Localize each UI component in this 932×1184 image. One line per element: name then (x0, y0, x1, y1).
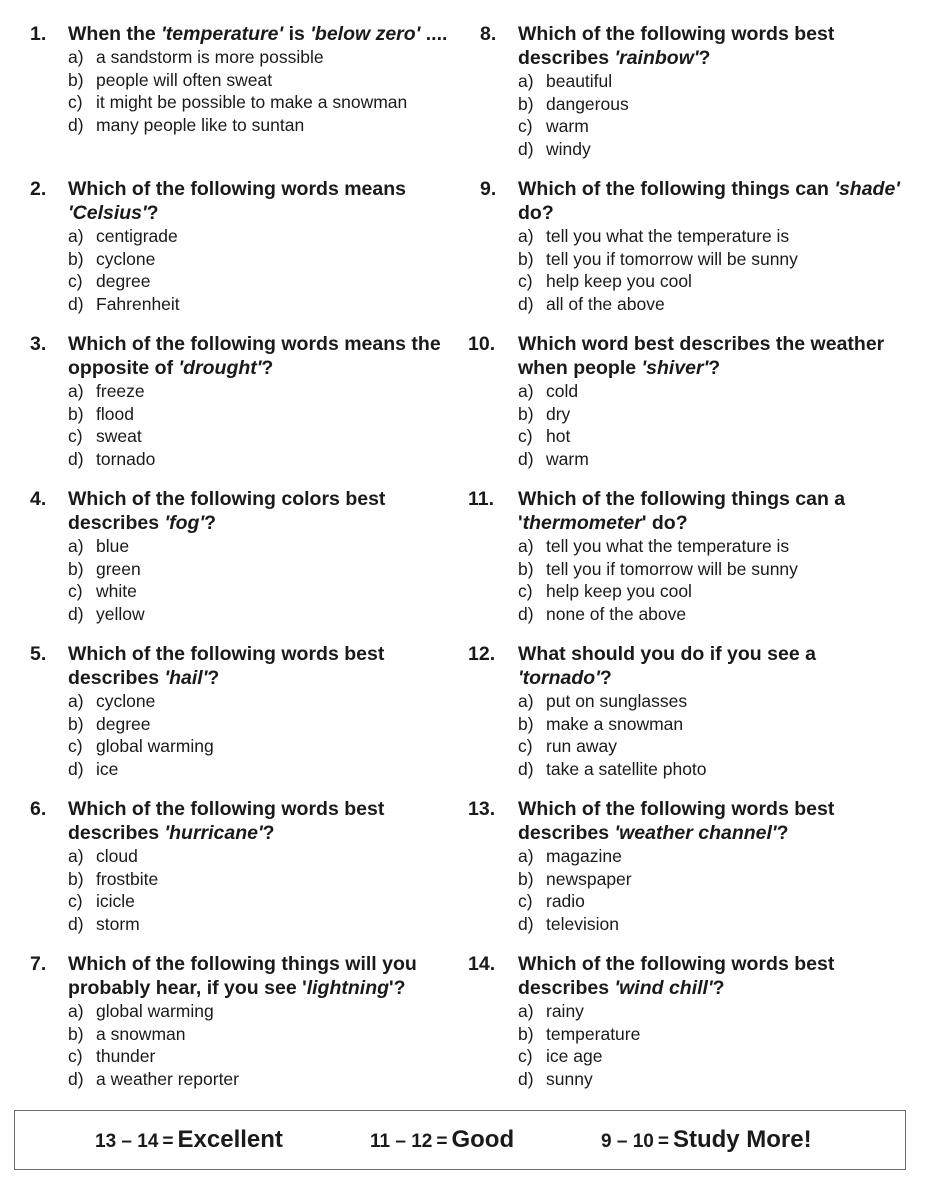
option-letter: a) (68, 47, 84, 67)
option-text: it might be possible to make a snowman (96, 92, 408, 112)
question-prompt (30, 952, 460, 1000)
option-letter: c) (518, 116, 533, 136)
score-range: 11 – 12 (370, 1131, 433, 1152)
option-text: people will often sweat (96, 69, 273, 90)
answer-option (518, 1045, 908, 1068)
answer-options (468, 225, 908, 315)
answer-option (68, 403, 460, 426)
answer-options (30, 1000, 460, 1090)
option-letter: c) (518, 581, 533, 601)
scoring-box (14, 1110, 906, 1170)
option-text: run away (546, 736, 618, 756)
question-text-part: ? (708, 357, 721, 379)
question-text (68, 643, 384, 689)
answer-option (68, 535, 460, 558)
answer-option (518, 380, 908, 403)
option-letter: d) (68, 448, 84, 469)
option-letter: c) (68, 1046, 83, 1066)
option-text: a sandstorm is more possible (96, 47, 324, 67)
answer-option (68, 91, 460, 114)
question-keyword: 'hurricane' (164, 822, 263, 844)
question-text-part: ? (776, 822, 789, 844)
answer-option (68, 558, 460, 581)
answer-options (468, 1000, 908, 1090)
question-number: 6. (30, 798, 47, 820)
question-prompt (468, 642, 908, 690)
answer-option (518, 868, 908, 891)
answer-option (518, 293, 908, 316)
answer-options (468, 535, 908, 625)
question-text-part: Which word best describes the weather when people (518, 333, 885, 379)
question-number: 10. (468, 333, 496, 355)
answer-option (68, 225, 460, 248)
question-text (518, 333, 884, 379)
option-letter: d) (518, 448, 534, 469)
answer-option (68, 1023, 460, 1046)
answer-options (468, 690, 908, 780)
question-keyword: 'shiver' (641, 357, 709, 379)
answer-options (30, 225, 460, 315)
option-letter: d) (518, 1068, 534, 1089)
option-text: global warming (96, 1001, 214, 1021)
answer-option (68, 845, 460, 868)
question-number: 2. (30, 178, 47, 200)
question-9 (468, 177, 908, 315)
question-keyword: 'drought' (178, 357, 262, 379)
option-text: frostbite (96, 868, 159, 889)
option-letter: c) (518, 271, 533, 291)
answer-option (68, 380, 460, 403)
option-text: rainy (546, 1001, 584, 1021)
question-keyword: 'below zero' (310, 23, 421, 45)
question-text-part: is (283, 23, 311, 45)
answer-option (518, 115, 908, 138)
option-text: icicle (96, 891, 135, 911)
option-letter: a) (518, 1001, 534, 1021)
answer-option (68, 293, 460, 316)
option-text: dry (546, 403, 571, 424)
option-text: many people like to suntan (96, 114, 305, 135)
question-number: 11. (468, 488, 495, 510)
option-letter: a) (68, 1001, 84, 1021)
question-keyword: 'rainbow' (614, 47, 699, 69)
question-13 (468, 797, 908, 935)
option-text: beautiful (546, 71, 613, 91)
option-letter: b) (518, 93, 534, 114)
question-keyword: 'tornado' (518, 667, 600, 689)
option-text: white (96, 581, 137, 601)
question-keyword: 'weather channel' (614, 822, 777, 844)
option-text: global warming (96, 736, 214, 756)
answer-option (68, 603, 460, 626)
option-text: tell you what the temperature is (546, 226, 790, 246)
question-text-part: When the (68, 23, 162, 45)
question-text-part: ? (207, 667, 220, 689)
answer-option (68, 735, 460, 758)
option-text: sunny (546, 1068, 593, 1089)
answer-option (518, 603, 908, 626)
option-text: radio (546, 891, 585, 911)
option-letter: a) (68, 691, 84, 711)
question-prompt (30, 332, 460, 380)
option-text: magazine (546, 846, 622, 866)
option-text: cyclone (96, 248, 156, 269)
option-text: hot (546, 426, 571, 446)
answer-options (30, 46, 460, 136)
question-keyword: 'shade' (834, 178, 900, 200)
question-text-part: ? (599, 667, 612, 689)
option-letter: d) (68, 913, 84, 934)
question-text (518, 178, 900, 224)
answer-option (518, 425, 908, 448)
answer-option (68, 448, 460, 471)
option-letter: c) (518, 891, 533, 911)
question-text-part: Which of the following words means the opposite of (68, 333, 441, 379)
option-letter: b) (518, 403, 534, 424)
option-text: warm (546, 448, 589, 469)
option-letter: c) (68, 736, 83, 756)
question-prompt (468, 177, 908, 225)
option-letter: b) (68, 1023, 84, 1044)
option-letter: c) (68, 271, 83, 291)
answer-option (68, 868, 460, 891)
option-letter: b) (68, 713, 84, 734)
option-text: green (96, 558, 141, 579)
score-excellent (95, 1126, 283, 1154)
answer-option (68, 425, 460, 448)
question-keyword: 'Celsius' (68, 202, 147, 224)
question-text (68, 953, 417, 999)
answer-option (68, 1068, 460, 1091)
option-letter: c) (68, 92, 83, 112)
question-text-part: Which of the following words best describes (518, 798, 835, 844)
question-prompt (30, 642, 460, 690)
option-text: help keep you cool (546, 581, 692, 601)
question-keyword: thermometer (522, 512, 642, 534)
question-text (518, 953, 834, 999)
question-8 (468, 22, 908, 160)
question-text (68, 798, 384, 844)
answer-option (68, 913, 460, 936)
option-text: none of the above (546, 603, 687, 624)
question-text-part: Which of the following things can (518, 178, 835, 200)
option-text: tornado (96, 448, 156, 469)
option-letter: d) (518, 138, 534, 159)
option-letter: b) (68, 868, 84, 889)
answer-option (518, 248, 908, 271)
option-letter: d) (68, 293, 84, 314)
option-text: centigrade (96, 226, 178, 246)
option-text: yellow (96, 603, 145, 624)
option-text: make a snowman (546, 713, 684, 734)
question-number: 14. (468, 953, 496, 975)
question-keyword: 'hail' (164, 667, 208, 689)
option-letter: d) (68, 1068, 84, 1089)
question-prompt (30, 22, 460, 46)
question-number: 5. (30, 643, 47, 665)
option-text: television (546, 913, 619, 934)
question-text-part: What should you do if you see a (518, 643, 816, 665)
question-14 (468, 952, 908, 1090)
question-text-part: Which of the following colors best describes (68, 488, 386, 534)
question-text (68, 178, 406, 224)
answer-option (518, 225, 908, 248)
option-letter: b) (68, 69, 84, 90)
option-letter: b) (68, 403, 84, 424)
score-equals: = (657, 1131, 669, 1152)
option-text: cloud (96, 846, 138, 866)
question-10 (468, 332, 908, 470)
answer-option (518, 535, 908, 558)
question-prompt (30, 797, 460, 845)
answer-option (68, 580, 460, 603)
answer-option (68, 1045, 460, 1068)
answer-option (68, 248, 460, 271)
answer-options (468, 845, 908, 935)
question-text-part: do? (518, 202, 554, 224)
question-number: 8. (480, 23, 497, 45)
option-text: a weather reporter (96, 1068, 239, 1089)
option-letter: b) (518, 868, 534, 889)
answer-option (518, 270, 908, 293)
option-letter: c) (518, 1046, 533, 1066)
answer-option (68, 270, 460, 293)
answer-option (518, 93, 908, 116)
answer-option (68, 69, 460, 92)
answer-option (68, 890, 460, 913)
option-letter: d) (518, 603, 534, 624)
question-text (68, 23, 447, 45)
question-7 (30, 952, 460, 1090)
answer-option (518, 558, 908, 581)
answer-option (518, 758, 908, 781)
option-letter: a) (518, 71, 534, 91)
question-2 (30, 177, 460, 315)
option-letter: d) (518, 913, 534, 934)
option-letter: d) (68, 758, 84, 779)
answer-options (30, 845, 460, 935)
option-letter: b) (518, 1023, 534, 1044)
option-letter: a) (518, 536, 534, 556)
question-text (518, 488, 845, 534)
answer-option (518, 913, 908, 936)
answer-option (518, 138, 908, 161)
score-range: 13 – 14 (95, 1131, 159, 1152)
answer-option (68, 1000, 460, 1023)
answer-options (30, 535, 460, 625)
answer-options (30, 380, 460, 470)
question-prompt (468, 332, 908, 380)
question-number: 9. (480, 178, 497, 200)
answer-option (518, 403, 908, 426)
question-text-part: Which of the following things can a ' (518, 488, 846, 534)
question-text-part: .... (420, 23, 448, 45)
option-text: ice (96, 758, 119, 779)
option-letter: c) (518, 426, 533, 446)
score-good (370, 1126, 514, 1154)
option-letter: c) (68, 581, 83, 601)
option-text: temperature (546, 1023, 641, 1044)
question-3 (30, 332, 460, 470)
option-text: dangerous (546, 93, 629, 114)
answer-option (68, 713, 460, 736)
question-number: 13. (468, 798, 496, 820)
score-range: 9 – 10 (601, 1131, 654, 1152)
option-text: tell you what the temperature is (546, 536, 790, 556)
option-letter: c) (68, 891, 83, 911)
answer-option (518, 580, 908, 603)
option-letter: c) (518, 736, 533, 756)
option-letter: d) (68, 114, 84, 135)
option-letter: b) (518, 248, 534, 269)
score-study-more (601, 1126, 812, 1154)
question-number: 7. (30, 953, 47, 975)
option-letter: a) (68, 846, 84, 866)
answer-option (68, 114, 460, 137)
question-text-part: '? (389, 977, 406, 999)
option-text: take a satellite photo (546, 758, 707, 779)
option-text: a snowman (96, 1023, 186, 1044)
question-prompt (468, 487, 908, 535)
question-text-part: ? (261, 357, 274, 379)
answer-option (518, 713, 908, 736)
question-text-part: Which of the following things will you probably hear, if you see ' (68, 953, 417, 999)
question-text-part: ? (698, 47, 711, 69)
score-label: Study More! (672, 1126, 812, 1153)
answer-options (30, 690, 460, 780)
option-text: Fahrenheit (96, 293, 180, 314)
option-text: cold (546, 381, 579, 401)
answer-option (518, 690, 908, 713)
question-1 (30, 22, 460, 136)
score-equals: = (436, 1131, 448, 1152)
question-keyword: lightning (306, 977, 390, 999)
option-text: blue (96, 536, 130, 556)
question-text-part: ? (204, 512, 216, 534)
question-text-part: ? (262, 822, 275, 844)
question-prompt (30, 177, 460, 225)
question-11 (468, 487, 908, 625)
question-number: 4. (30, 488, 47, 510)
answer-option (68, 758, 460, 781)
option-text: degree (96, 271, 151, 291)
question-prompt (30, 487, 460, 535)
answer-option (68, 690, 460, 713)
question-keyword: 'temperature' (161, 23, 284, 45)
question-12 (468, 642, 908, 780)
option-text: warm (546, 116, 589, 136)
question-text (68, 488, 385, 534)
option-text: help keep you cool (546, 271, 692, 291)
question-prompt (468, 797, 908, 845)
question-text (518, 23, 834, 69)
option-text: flood (96, 403, 134, 424)
option-text: sweat (96, 426, 142, 446)
option-letter: a) (68, 536, 84, 556)
answer-options (468, 70, 908, 160)
answer-option (518, 448, 908, 471)
question-number: 3. (30, 333, 47, 355)
option-text: newspaper (546, 868, 632, 889)
question-text-part: ? (146, 202, 159, 224)
question-text-part: Which of the following words best describes (68, 798, 385, 844)
question-text (518, 798, 834, 844)
score-equals: = (162, 1131, 174, 1152)
answer-option (518, 845, 908, 868)
option-letter: a) (68, 381, 84, 401)
option-text: tell you if tomorrow will be sunny (546, 558, 798, 579)
question-prompt (468, 22, 908, 70)
question-text (68, 333, 441, 379)
question-prompt (468, 952, 908, 1000)
option-letter: d) (518, 758, 534, 779)
score-label: Good (451, 1126, 515, 1153)
option-text: put on sunglasses (546, 691, 688, 711)
score-label: Excellent (177, 1126, 283, 1153)
question-5 (30, 642, 460, 780)
option-letter: a) (518, 226, 534, 246)
answer-options (468, 380, 908, 470)
option-letter: d) (68, 603, 84, 624)
question-keyword: 'wind chill' (614, 977, 713, 999)
option-letter: d) (518, 293, 534, 314)
question-text-part: ' do? (641, 512, 688, 534)
option-letter: b) (68, 558, 84, 579)
option-text: all of the above (546, 293, 665, 314)
answer-option (518, 890, 908, 913)
option-letter: b) (518, 558, 534, 579)
option-letter: a) (518, 381, 534, 401)
answer-option (68, 46, 460, 69)
option-letter: c) (68, 426, 83, 446)
option-text: cyclone (96, 691, 156, 711)
question-text-part: Which of the following words best describes (518, 23, 835, 69)
question-number: 1. (30, 23, 47, 45)
answer-option (518, 70, 908, 93)
question-number: 12. (468, 643, 496, 665)
answer-option (518, 735, 908, 758)
question-text-part: Which of the following words best describes (518, 953, 835, 999)
answer-option (518, 1023, 908, 1046)
question-text-part: Which of the following words means (68, 178, 407, 200)
option-letter: a) (518, 846, 534, 866)
question-keyword: 'fog' (164, 512, 205, 534)
question-6 (30, 797, 460, 935)
question-4 (30, 487, 460, 625)
option-letter: b) (518, 713, 534, 734)
answer-option (518, 1068, 908, 1091)
option-text: tell you if tomorrow will be sunny (546, 248, 798, 269)
answer-option (518, 1000, 908, 1023)
option-text: windy (546, 138, 591, 159)
option-letter: b) (68, 248, 84, 269)
question-text-part: ? (712, 977, 725, 999)
question-text-part: Which of the following words best describes (68, 643, 385, 689)
option-text: storm (96, 913, 140, 934)
option-text: freeze (96, 381, 145, 401)
option-text: degree (96, 713, 151, 734)
option-text: thunder (96, 1046, 156, 1066)
option-letter: a) (68, 226, 84, 246)
option-letter: a) (518, 691, 534, 711)
question-text (518, 643, 816, 689)
option-text: ice age (546, 1046, 603, 1066)
